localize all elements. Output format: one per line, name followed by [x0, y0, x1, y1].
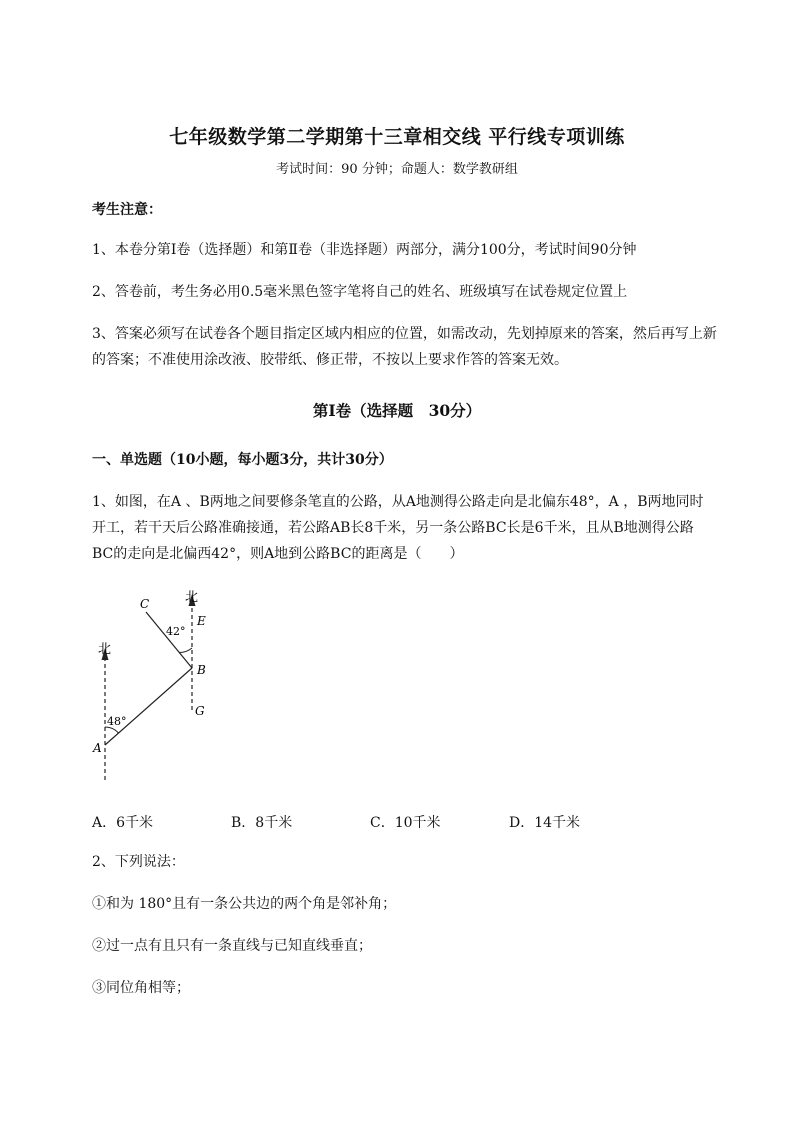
q2-statement-1: ①和为 180°且有一条公共边的两个角是邻补角；: [92, 896, 397, 912]
segment-bc: [146, 612, 192, 668]
point-label-b: B: [197, 663, 206, 677]
q1-figure: [80, 580, 260, 790]
notice-item-3: 3、答案必须写在试卷各个题目指定区域内相应的位置，如需改动，先划掉原来的答案，然后再写上新: [92, 326, 717, 342]
point-label-g: G: [195, 704, 205, 718]
q1-stem-line3: BC的走向是北偏西42°，则A地到公路BC的距离是（ ）: [92, 546, 464, 562]
notice-heading: 考生注意：: [92, 202, 162, 218]
segment-ab: [105, 668, 192, 745]
page-title: 七年级数学第二学期第十三章相交线 平行线专项训练: [169, 126, 625, 148]
q1-option-a[interactable]: A．6千米: [92, 815, 154, 831]
angle-label-42: 42°: [166, 625, 186, 638]
notice-item-2: 2、答卷前，考生务必用0.5毫米黑色签字笔将自己的姓名、班级填写在试卷规定位置上: [92, 284, 628, 300]
point-label-c: C: [140, 597, 150, 611]
point-label-a: A: [93, 741, 102, 755]
north-label-left: 北: [98, 642, 112, 657]
notice-item-3-cont: 的答案；不准使用涂改液、胶带纸、修正带，不按以上要求作答的答案无效。: [92, 352, 568, 368]
angle-arc-42: [179, 648, 192, 653]
point-label-e: E: [197, 614, 206, 628]
angle-label-48: 48°: [107, 715, 127, 728]
notice-item-1: 1、本卷分第I卷（选择题）和第Ⅱ卷（非选择题）两部分，满分100分，考试时间90分钟: [92, 242, 637, 258]
q2-stem: 2、下列说法：: [92, 854, 185, 870]
q1-stem-line1: 1、如图，在A 、B两地之间要修条笔直的公路，从A地测得公路走向是北偏东48°，A ，B两地同时: [92, 494, 704, 510]
q1-option-d[interactable]: D．14千米: [509, 815, 581, 831]
part-title: 第I卷（选择题 30分）: [312, 401, 482, 420]
q2-statement-2: ②过一点有且只有一条直线与已知直线垂直；: [92, 938, 372, 954]
exam-info: 考试时间：90 分钟；命题人：数学教研组: [276, 162, 518, 177]
q2-statement-3: ③同位角相等；: [92, 980, 190, 996]
section-heading: 一、单选题（10小题，每小题3分，共计30分）: [92, 452, 393, 468]
q1-option-b[interactable]: B．8千米: [231, 815, 293, 831]
q1-option-c[interactable]: C．10千米: [370, 815, 441, 831]
q1-stem-line2: 开工，若干天后公路准确接通，若公路AB长8千米，另一条公路BC长是6千米，且从B地测得公路: [92, 520, 694, 536]
north-label-right: 北: [185, 590, 199, 605]
